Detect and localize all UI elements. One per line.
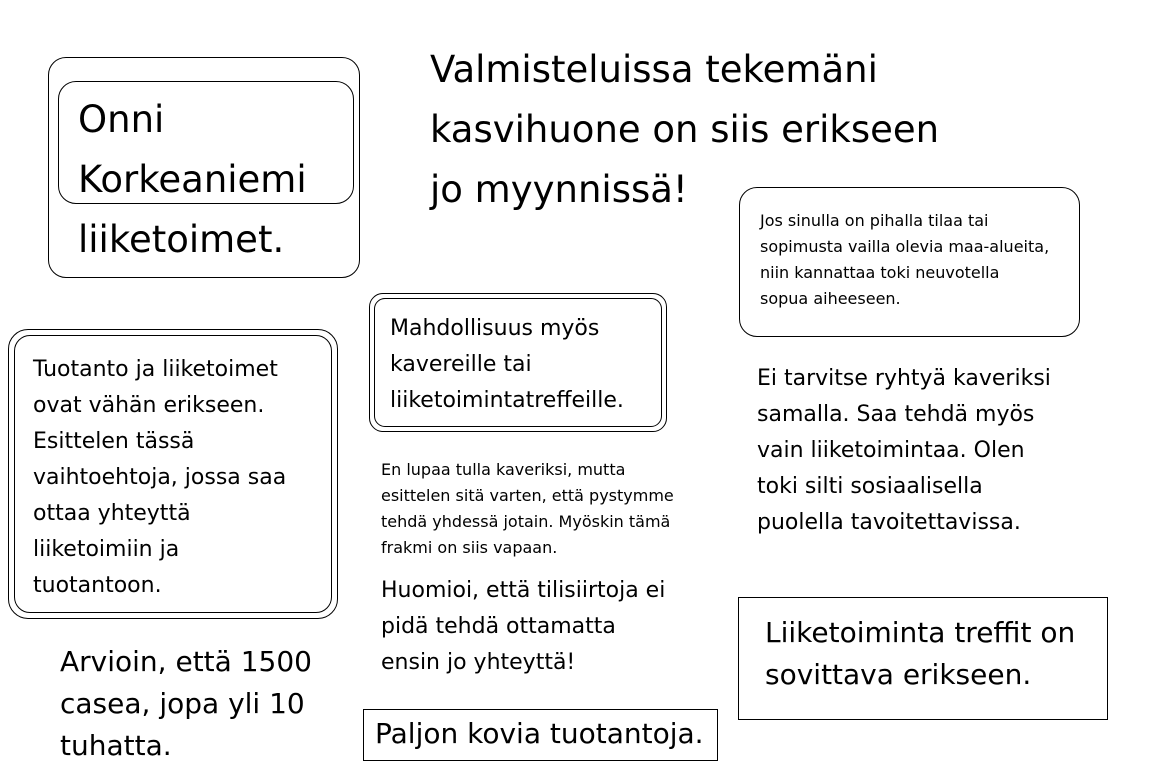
transfer-note-text: Huomioi, että tilisiirtoja ei pidä tehdä ottamatta ensin jo yhteyttä! <box>381 578 666 675</box>
productions-text: Paljon kovia tuotantoja. <box>375 717 704 750</box>
estimate-note-text: Arvioin, että 1500 casea, jopa yli 10 tuhatta. <box>60 645 312 762</box>
title-text: Onni Korkeaniemi liiketoimet. <box>78 98 307 261</box>
headline-text: Valmisteluissa tekemäni kasvihuone on siis erikseen jo myynnissä! <box>430 48 940 211</box>
promise-note-text: En lupaa tulla kaveriksi, mutta esittelen sitä varten, että pystymme tehdä yhdessä jotain. Myöskin tämä frakmi on siis vapaan. <box>381 460 674 557</box>
no-friend-note-text: Ei tarvitse ryhtyä kaveriksi samalla. Saa tehdä myös vain liiketoimintaa. Olen toki silti sosiaalisella puolella tavoitettavissa. <box>757 366 1051 535</box>
production-text: Tuotanto ja liiketoimet ovat vähän erikseen. Esittelen tässä vaihtoehtoja, jossa saa ottaa yhteyttä liiketoimiin ja tuotantoon. <box>33 357 287 598</box>
friends-text: Mahdollisuus myös kavereille tai liiketoimintatreffeille. <box>390 316 624 413</box>
land-note-text: Jos sinulla on pihalla tilaa tai sopimusta vailla olevia maa-alueita, niin kannattaa toki neuvotella sopua aiheeseen. <box>760 211 1050 308</box>
dating-text: Liiketoiminta treffit on sovittava erikseen. <box>765 616 1076 691</box>
